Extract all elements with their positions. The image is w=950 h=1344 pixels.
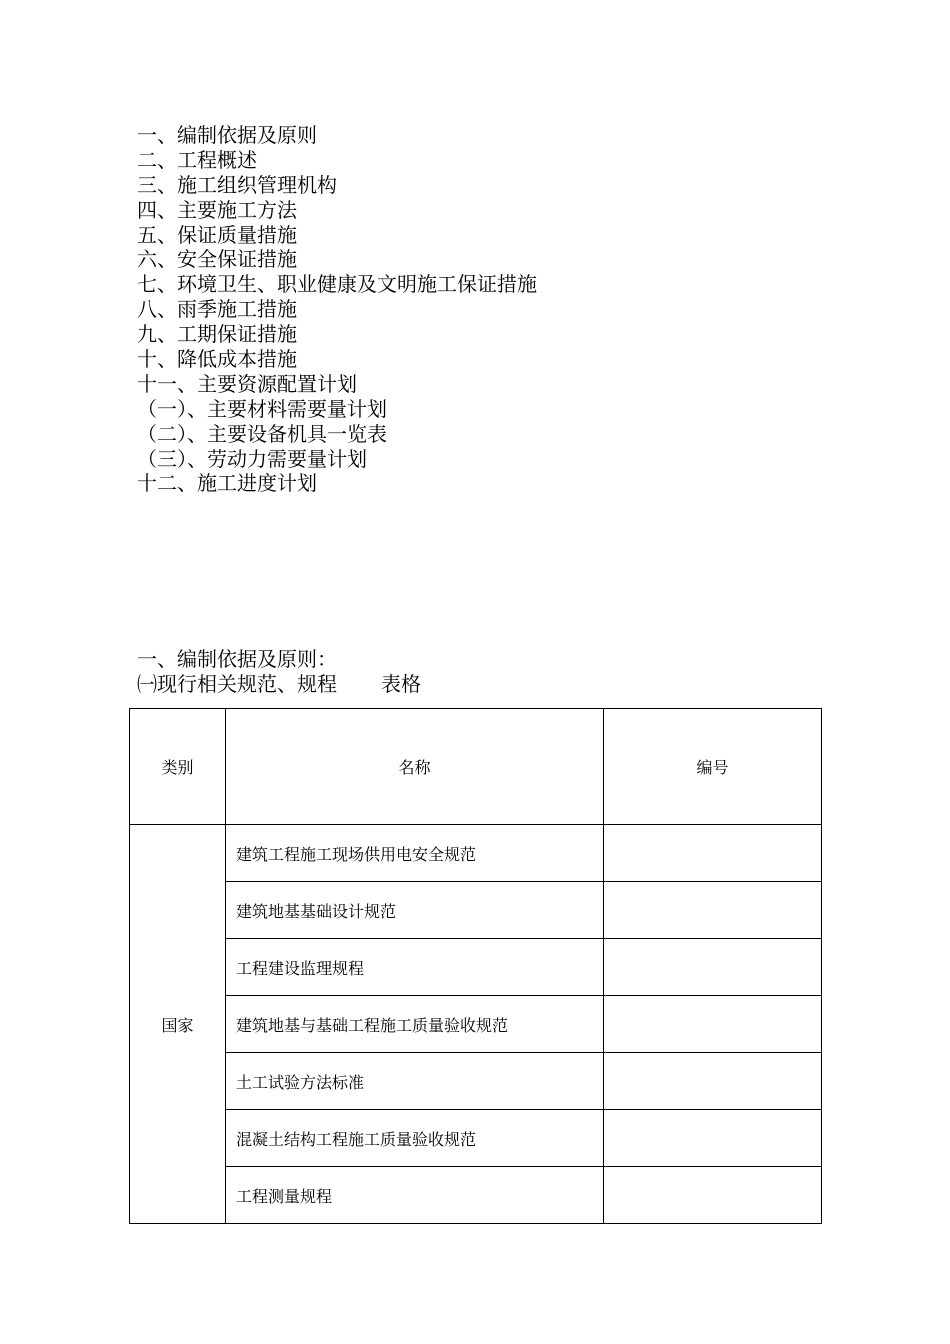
- code-cell: [604, 882, 822, 939]
- name-cell: 工程测量规程: [226, 1167, 604, 1224]
- code-cell: [604, 1110, 822, 1167]
- code-cell: [604, 825, 822, 882]
- header-code: 编号: [604, 709, 822, 825]
- toc-item: 三、施工组织管理机构: [137, 172, 337, 197]
- toc-item: （三）、劳动力需要量计划: [137, 446, 367, 471]
- category-cell: 国家: [130, 825, 226, 1224]
- table-row: [130, 996, 822, 1053]
- toc-item: 四、主要施工方法: [137, 197, 297, 222]
- toc-item: 二、工程概述: [137, 147, 257, 172]
- toc-item: 七、环境卫生、职业健康及文明施工保证措施: [137, 272, 537, 297]
- name-cell: 混凝土结构工程施工质量验收规范: [226, 1110, 604, 1167]
- toc-item: 八、雨季施工措施: [137, 297, 297, 322]
- toc-item: （二）、主要设备机具一览表: [137, 421, 387, 446]
- table-header-row: [130, 709, 822, 825]
- section-heading: 一、编制依据及原则：: [137, 647, 337, 671]
- table-row: [130, 882, 822, 939]
- toc-item: 九、工期保证措施: [137, 322, 297, 347]
- toc-item: 十、降低成本措施: [137, 347, 297, 372]
- table-row: [130, 939, 822, 996]
- name-cell: 土工试验方法标准: [226, 1053, 604, 1110]
- name-cell: 建筑地基与基础工程施工质量验收规范: [226, 996, 604, 1053]
- table-row: [130, 1167, 822, 1224]
- table-row: [130, 1053, 822, 1110]
- toc-item: 一、编制依据及原则: [137, 123, 317, 147]
- toc-item: 五、保证质量措施: [137, 222, 297, 247]
- sub-heading: [137, 671, 421, 697]
- table-row: [130, 825, 822, 882]
- name-cell: 建筑工程施工现场供用电安全规范: [226, 825, 604, 882]
- table-word: 表格: [381, 672, 421, 696]
- toc-item: 六、安全保证措施: [137, 247, 297, 272]
- code-cell: [604, 1053, 822, 1110]
- standards-table: [129, 708, 822, 1224]
- table-row: [130, 1110, 822, 1167]
- header-category: 类别: [130, 709, 226, 825]
- name-cell: 工程建设监理规程: [226, 939, 604, 996]
- toc-item: 十二、施工进度计划: [137, 471, 317, 496]
- table-of-contents: [137, 123, 537, 496]
- toc-item: （一）、主要材料需要量计划: [137, 396, 387, 421]
- code-cell: [604, 1167, 822, 1224]
- toc-item: 十一、主要资源配置计划: [137, 371, 357, 396]
- sub-heading-text: ㈠现行相关规范、规程: [137, 672, 337, 696]
- name-cell: 建筑地基基础设计规范: [226, 882, 604, 939]
- code-cell: [604, 996, 822, 1053]
- code-cell: [604, 939, 822, 996]
- header-name: 名称: [226, 709, 604, 825]
